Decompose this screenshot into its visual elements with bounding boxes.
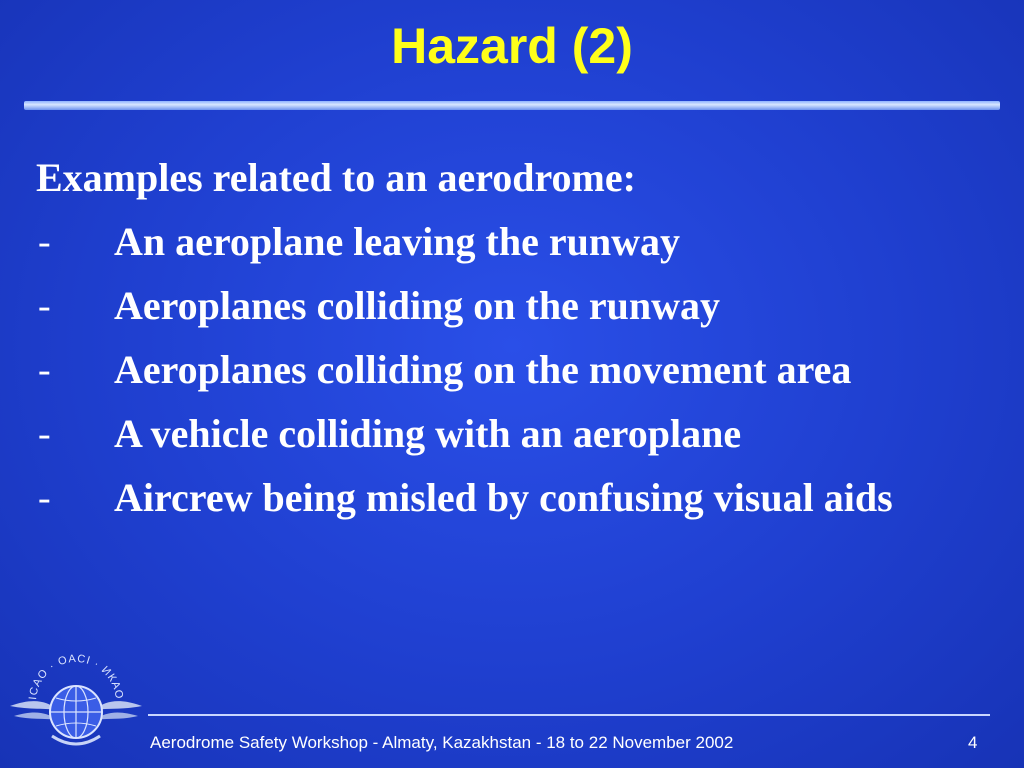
list-item <box>36 408 996 460</box>
footer-text: Aerodrome Safety Workshop - Almaty, Kazakhstan - 18 to 22 November 2002 <box>150 733 734 752</box>
list-item <box>36 472 996 524</box>
icao-logo-icon <box>6 640 146 760</box>
svg-text:ICAO · OACI · ИКАО: ICAO · OACI · ИКАО <box>27 652 126 701</box>
bullet-dash: - <box>38 477 51 519</box>
footer-divider <box>148 714 990 716</box>
bullet-text: Aircrew being misled by confusing visual aids <box>114 475 893 520</box>
list-item <box>36 344 996 396</box>
bullet-text: Aeroplanes colliding on the movement area <box>114 347 852 392</box>
bullet-dash: - <box>38 285 51 327</box>
page-number: 4 <box>968 733 978 752</box>
bullet-text: Aeroplanes colliding on the runway <box>114 283 720 328</box>
bullet-dash: - <box>38 349 51 391</box>
bullet-dash: - <box>38 413 51 455</box>
slide-title: Hazard (2) <box>391 18 633 74</box>
bullet-dash: - <box>38 221 51 263</box>
bullet-text: A vehicle colliding with an aeroplane <box>114 411 742 456</box>
title-divider <box>24 101 1000 110</box>
intro-heading: Examples related to an aerodrome: <box>36 155 636 200</box>
list-item <box>36 216 996 268</box>
bullet-list <box>36 216 996 524</box>
bullet-text: An aeroplane leaving the runway <box>114 219 680 264</box>
list-item <box>36 280 996 332</box>
slide-content <box>36 152 996 536</box>
